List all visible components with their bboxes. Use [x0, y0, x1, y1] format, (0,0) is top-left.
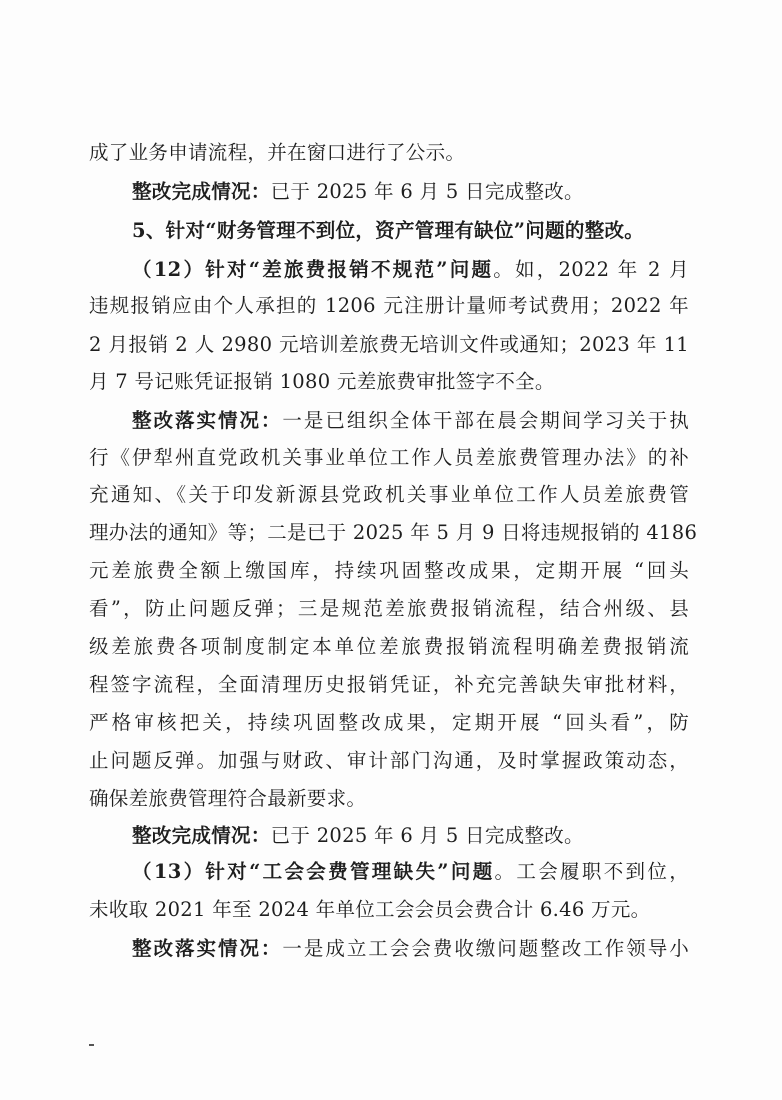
paragraph-line — [89, 894, 689, 926]
paragraph-line — [89, 745, 689, 777]
paragraph-line — [89, 290, 689, 322]
paragraph-line — [89, 707, 689, 739]
paragraph-line — [89, 555, 689, 587]
paragraph-line — [89, 517, 698, 549]
paragraph-line — [89, 593, 689, 625]
line-text: 月 7 号记账凭证报销 1080 元差旅费审批签字不全。 — [89, 370, 555, 393]
completion-status-line — [132, 820, 689, 852]
line-text: 程签字流程，全面清理历史报销凭证，补充完善缺失审批材料， — [89, 673, 689, 696]
issue-heading-label: （13）针对“工会会费管理缺失”问题 — [132, 860, 495, 883]
line-text: 严格审核把关，持续巩固整改成果，定期开展 “回头看”，防 — [89, 711, 689, 734]
paragraph-line — [89, 783, 689, 815]
paragraph-line — [89, 329, 689, 361]
issue-heading-text: 。如，2022 年 2 月 — [493, 258, 689, 281]
implementation-text: 一是已组织全体干部在晨会期间学习关于执 — [282, 409, 689, 432]
line-text: 行《伊犁州直党政机关事业单位工作人员差旅费管理办法》的补 — [89, 446, 689, 469]
line-text: 未收取 2021 年至 2024 年单位工会会员会费合计 6.46 万元。 — [89, 898, 651, 921]
section-heading-text: 5、针对“财务管理不到位，资产管理有缺位”问题的整改。 — [132, 219, 645, 242]
implementation-text: 一是成立工会会费收缴问题整改工作领导小 — [282, 937, 689, 960]
implementation-label: 整改落实情况： — [132, 409, 283, 432]
issue-heading-line — [132, 856, 689, 888]
line-text: 级差旅费各项制度制定本单位差旅费报销流程明确差费报销流 — [89, 635, 689, 658]
paragraph-line — [89, 631, 689, 663]
implementation-label: 整改落实情况： — [132, 937, 283, 960]
line-text: 止问题反弹。加强与财政、审计部门沟通，及时掌握政策动态， — [89, 749, 689, 772]
line-text: 充通知、《关于印发新源县党政机关事业单位工作人员差旅费管 — [89, 483, 689, 506]
paragraph-line — [89, 479, 689, 511]
implementation-line — [132, 933, 689, 965]
completion-status-text: 已于 2025 年 6 月 5 日完成整改。 — [270, 180, 584, 203]
line-text: 违规报销应由个人承担的 1206 元注册计量师考试费用；2022 年 — [89, 294, 689, 317]
line-text: 成了业务申请流程，并在窗口进行了公示。 — [89, 141, 466, 164]
issue-heading-line — [132, 254, 689, 286]
line-text: 2 月报销 2 人 2980 元培训差旅费无培训文件或通知；2023 年 11 — [89, 333, 689, 356]
completion-status-label: 整改完成情况： — [132, 824, 271, 847]
paragraph-line — [89, 366, 689, 398]
scan-mark — [89, 1044, 94, 1046]
issue-heading-text: 。工会履职不到位， — [494, 860, 689, 883]
line-text: 看”，防止问题反弹；三是规范差旅费报销流程，结合州级、县 — [89, 597, 689, 620]
completion-status-text: 已于 2025 年 6 月 5 日完成整改。 — [270, 824, 584, 847]
section-heading — [132, 215, 689, 247]
paragraph-line — [89, 442, 689, 474]
paragraph-line — [89, 137, 689, 169]
paragraph-line — [89, 669, 689, 701]
completion-status-line — [132, 176, 689, 208]
implementation-line — [132, 405, 689, 437]
line-text: 元差旅费全额上缴国库，持续巩固整改成果，定期开展 “回头 — [89, 559, 689, 582]
issue-heading-label: （12）针对“差旅费报销不规范”问题 — [132, 258, 494, 281]
line-text: 理办法的通知》等；二是已于 2025 年 5 月 9 日将违规报销的 4186 — [89, 521, 698, 544]
completion-status-label: 整改完成情况： — [132, 180, 271, 203]
line-text: 确保差旅费管理符合最新要求。 — [89, 787, 367, 810]
